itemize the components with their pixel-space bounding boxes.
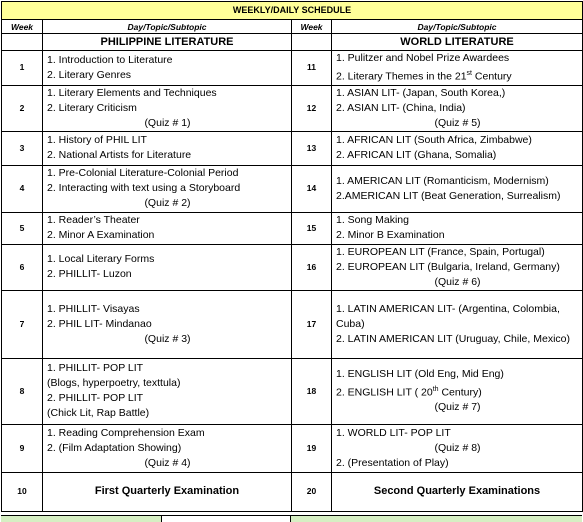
quiz-label: (Quiz # 1) xyxy=(144,116,191,129)
strip-cell xyxy=(162,516,291,522)
schedule-row xyxy=(2,131,583,165)
topic-line: 1. Local Literary Forms xyxy=(47,253,155,265)
topic-line: 2. Interacting with text using a Storyboard xyxy=(47,182,241,194)
topic-line: 2. EUROPEAN LIT (Bulgaria, Ireland, Germany) xyxy=(336,260,560,273)
topic-line: 1. ENGLISH LIT (Old Eng, Mid Eng) xyxy=(336,367,504,380)
topic-header-left: Day/Topic/Subtopic xyxy=(43,20,292,34)
topic-cell-world xyxy=(332,85,583,131)
topic-cell-world xyxy=(332,51,583,86)
week-number: 3 xyxy=(2,131,43,165)
schedule-rows xyxy=(2,51,583,473)
topic-line: 2. Minor A Examination xyxy=(47,229,155,241)
topic-cell-philippine xyxy=(43,131,292,165)
schedule-row xyxy=(2,424,583,472)
topic-line: 2. Literary Genres xyxy=(47,68,132,81)
topic-line: 1. Reader’s Theater xyxy=(47,214,140,226)
schedule-table xyxy=(1,1,583,512)
strip-cell xyxy=(291,516,582,522)
topic-line: 1. Song Making xyxy=(336,214,409,226)
week-number: 18 xyxy=(292,358,332,424)
topic-cell-world xyxy=(332,165,583,212)
topic-cell-philippine xyxy=(43,290,292,358)
topic-cell-philippine xyxy=(43,165,292,212)
week-number: 6 xyxy=(2,244,43,290)
week-number: 14 xyxy=(292,165,332,212)
topic-line: 2. Minor B Examination xyxy=(336,229,445,241)
topic-line: 1. Introduction to Literature xyxy=(47,53,173,66)
week-number: 20 xyxy=(292,472,332,511)
week-number: 16 xyxy=(292,244,332,290)
topic-line: 2. Literary Themes in the 21st Century xyxy=(336,70,512,83)
topic-line: 1. WORLD LIT- POP LIT xyxy=(336,426,451,439)
quiz-label: (Quiz # 6) xyxy=(434,275,481,288)
week-number: 13 xyxy=(292,131,332,165)
schedule-row xyxy=(2,290,583,358)
topic-cell-philippine xyxy=(43,424,292,472)
topic-cell-world xyxy=(332,290,583,358)
topic-header-right: Day/Topic/Subtopic xyxy=(332,20,583,34)
week-number: 4 xyxy=(2,165,43,212)
schedule-title: WEEKLY/DAILY SCHEDULE xyxy=(2,2,583,20)
topic-line: 1. AMERICAN LIT (Romanticism, Modernism) xyxy=(336,174,549,187)
topic-line: 2.AMERICAN LIT (Beat Generation, Surrealism) xyxy=(336,189,561,202)
topic-line: (Chick Lit, Rap Battle) xyxy=(47,407,150,419)
second-quarterly-exam: Second Quarterly Examinations xyxy=(332,472,583,511)
topic-line: 1. Reading Comprehension Exam xyxy=(47,426,205,439)
week-number: 19 xyxy=(292,424,332,472)
quiz-label: (Quiz # 3) xyxy=(144,332,191,345)
topic-cell-world xyxy=(332,244,583,290)
quiz-label: (Quiz # 4) xyxy=(144,456,191,469)
schedule-row xyxy=(2,85,583,131)
week-header-left: Week xyxy=(2,20,43,34)
week-number: 15 xyxy=(292,212,332,244)
week-number: 8 xyxy=(2,358,43,424)
topic-line: 1. PHILLIT- Visayas xyxy=(47,302,140,315)
week-number: 9 xyxy=(2,424,43,472)
week-number: 12 xyxy=(292,85,332,131)
week-number: 7 xyxy=(2,290,43,358)
topic-line: 1. AFRICAN LIT (South Africa, Zimbabwe) xyxy=(336,134,532,146)
schedule-row xyxy=(2,212,583,244)
week-number: 5 xyxy=(2,212,43,244)
quiz-label: (Quiz # 2) xyxy=(144,197,191,209)
topic-line: 1. ASIAN LIT- (Japan, South Korea,) xyxy=(336,86,506,99)
topic-line: 2. (Film Adaptation Showing) xyxy=(47,441,182,454)
topic-line: 2. (Presentation of Play) xyxy=(336,456,449,469)
quiz-label: (Quiz # 8) xyxy=(434,441,481,454)
topic-line: 2. PHILLIT- Luzon xyxy=(47,268,132,280)
topic-cell-world xyxy=(332,131,583,165)
topic-line: 2. Literary Criticism xyxy=(47,101,137,114)
topic-cell-philippine xyxy=(43,51,292,86)
week-number: 1 xyxy=(2,51,43,86)
quiz-label: (Quiz # 7) xyxy=(434,401,481,414)
topic-line: 2. ASIAN LIT- (China, India) xyxy=(336,101,466,114)
topic-cell-philippine xyxy=(43,85,292,131)
topic-line: 2. AFRICAN LIT (Ghana, Somalia) xyxy=(336,149,497,161)
topic-line: 2. LATIN AMERICAN LIT (Uruguay, Chile, Mexico) xyxy=(336,332,570,345)
topic-line: 1. Literary Elements and Techniques xyxy=(47,86,217,99)
topic-line: 1. Pulitzer and Nobel Prize Awardees xyxy=(336,52,510,64)
topic-line: 2. National Artists for Literature xyxy=(47,149,192,161)
topic-line: 2. ENGLISH LIT ( 20th Century) xyxy=(336,385,482,399)
section-philippine-literature: PHILIPPINE LITERATURE xyxy=(43,34,292,51)
topic-cell-philippine xyxy=(43,358,292,424)
topic-line: (Blogs, hyperpoetry, texttula) xyxy=(47,377,181,389)
week-number: 11 xyxy=(292,51,332,86)
topic-line: 1. EUROPEAN LIT (France, Spain, Portugal) xyxy=(336,245,545,258)
topic-cell-world xyxy=(332,212,583,244)
schedule-row xyxy=(2,165,583,212)
schedule-row xyxy=(2,358,583,424)
schedule-row xyxy=(2,51,583,86)
topic-line: 1. History of PHIL LIT xyxy=(47,134,147,146)
week-header-right: Week xyxy=(292,20,332,34)
week-number: 17 xyxy=(292,290,332,358)
section-world-literature: WORLD LITERATURE xyxy=(332,34,583,51)
quiz-label: (Quiz # 5) xyxy=(434,116,481,129)
topic-cell-philippine xyxy=(43,244,292,290)
section-spacer-right xyxy=(292,34,332,51)
topic-cell-philippine xyxy=(43,212,292,244)
week-number: 10 xyxy=(2,472,43,511)
topic-line: 1. LATIN AMERICAN LIT- (Argentina, Colombia, Cuba) xyxy=(336,302,560,330)
first-quarterly-exam: First Quarterly Examination xyxy=(43,472,292,511)
week-number: 2 xyxy=(2,85,43,131)
topic-cell-world xyxy=(332,424,583,472)
topic-line: 2. PHILLIT- POP LIT xyxy=(47,392,144,404)
topic-cell-world xyxy=(332,358,583,424)
section-spacer-left xyxy=(2,34,43,51)
strip-cell xyxy=(1,516,162,522)
schedule-row xyxy=(2,244,583,290)
topic-line: 1. PHILLIT- POP LIT xyxy=(47,362,144,374)
topic-line: 1. Pre-Colonial Literature-Colonial Period xyxy=(47,167,239,179)
topic-line: 2. PHIL LIT- Mindanao xyxy=(47,317,152,330)
